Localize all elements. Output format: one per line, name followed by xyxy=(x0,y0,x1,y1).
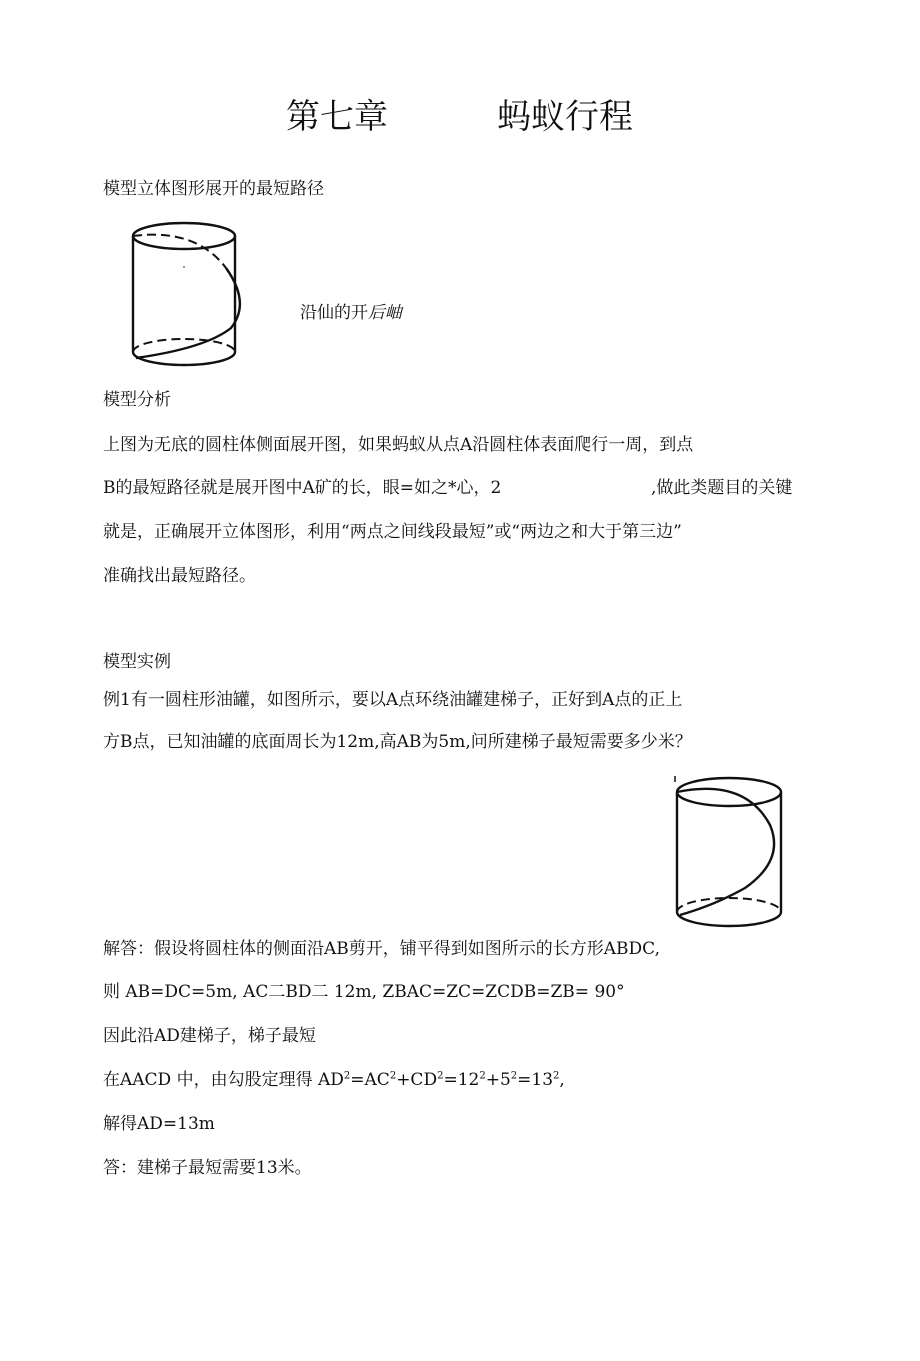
figure-caption-text: 沿仙的开 xyxy=(300,303,368,323)
eq-sup-1: 2 xyxy=(343,1070,351,1082)
figure-caption xyxy=(300,305,402,322)
eq-sup-5: 2 xyxy=(510,1070,518,1082)
eq-part-d: =12 xyxy=(443,1070,480,1090)
section-heading-shortest-path: 模型立体图形展开的最短路径 xyxy=(103,179,324,199)
eq-part-e: +5 xyxy=(485,1070,511,1090)
analysis-line-2: B的最短路径就是展开图中A矿的长，眼=如之*心，2 xyxy=(103,478,502,498)
analysis-line-4: 准确找出最短路径。 xyxy=(103,566,256,586)
analysis-line-2-end: ,做此类题目的关键 xyxy=(651,478,793,498)
solution-line-5: 解得AD=13m xyxy=(103,1114,215,1134)
answer-line: 答：建梯子最短需要13米。 xyxy=(103,1158,312,1178)
eq-part-c: +CD xyxy=(396,1070,438,1090)
analysis-line-1: 上图为无底的圆柱体侧面展开图，如果蚂蚁从点A沿圆柱体表面爬行一周，到点 xyxy=(103,435,694,455)
section-heading-example: 模型实例 xyxy=(103,652,171,672)
example-line-1: 例1有一圆柱形油罐，如图所示，要以A点环绕油罐建梯子，正好到A点的正上 xyxy=(103,690,683,710)
solution-line-2: 则 AB=DC=5m, AC二BD二 12m, ZBAC=ZC=ZCDB=ZB= 90° xyxy=(103,982,625,1002)
eq-sup-6: 2 xyxy=(553,1070,560,1082)
cylinder-figure-1 xyxy=(126,218,242,372)
example-line-2: 方B点，已知油罐的底面周长为12m,高AB为5m,问所建梯子最短需要多少米？ xyxy=(103,732,692,752)
analysis-line-3: 就是，正确展开立体图形，利用“两点之间线段最短”或“两边之和大于第三边” xyxy=(103,522,682,542)
chapter-subtitle: 蚂蚁行程 xyxy=(497,97,633,137)
section-heading-analysis: 模型分析 xyxy=(103,390,171,410)
eq-part-a: 在AACD 中，由勾股定理得 AD xyxy=(103,1070,344,1090)
solution-line-3: 因此沿AD建梯子，梯子最短 xyxy=(103,1026,316,1046)
eq-part-f: =13 xyxy=(517,1070,554,1090)
eq-sup-3: 2 xyxy=(437,1070,444,1082)
eq-sup-2: 2 xyxy=(389,1070,397,1082)
eq-part-g: , xyxy=(559,1070,565,1090)
solution-line-1: 解答：假设将圆柱体的侧面沿AB剪开，铺平得到如图所示的长方形ABDC, xyxy=(103,939,660,959)
eq-part-b: =AC xyxy=(350,1070,390,1090)
cylinder-figure-2 xyxy=(670,770,788,930)
solution-line-4 xyxy=(103,1072,565,1089)
chapter-title: 第七章 xyxy=(286,97,388,137)
eq-sup-4: 2 xyxy=(479,1070,486,1082)
figure-caption-italic: 后岫 xyxy=(368,303,402,323)
